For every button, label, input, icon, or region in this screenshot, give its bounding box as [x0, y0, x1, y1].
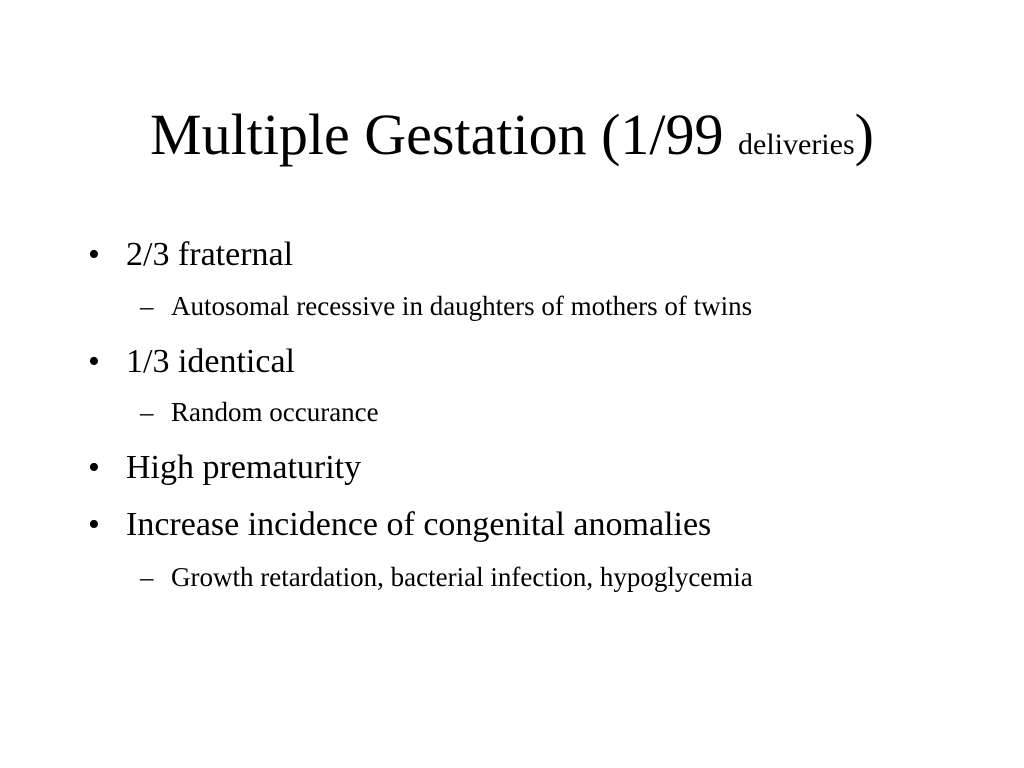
- sub-bullet-item: [140, 290, 752, 322]
- sub-bullet-marker: –: [140, 397, 154, 427]
- title-close: ): [854, 102, 874, 167]
- title-small: deliveries: [738, 128, 855, 161]
- sub-bullet-item: [140, 561, 753, 593]
- bullet-text: 2/3 fraternal: [126, 236, 294, 273]
- sub-bullet-marker: –: [140, 562, 154, 592]
- sub-bullet-item: [140, 396, 379, 428]
- bullet-marker: •: [88, 236, 100, 273]
- bullet-item: [88, 505, 711, 545]
- bullet-marker: •: [88, 506, 100, 543]
- bullet-item: [88, 448, 361, 488]
- title-main: Multiple Gestation (1/99: [150, 102, 739, 167]
- bullet-marker: •: [88, 343, 100, 380]
- sub-bullet-text: Growth retardation, bacterial infection, hypoglycemia: [171, 562, 753, 592]
- sub-bullet-text: Random occurance: [171, 397, 379, 427]
- bullet-item: [88, 235, 293, 275]
- bullet-item: [88, 342, 295, 382]
- bullet-text: High prematurity: [126, 449, 362, 486]
- sub-bullet-text: Autosomal recessive in daughters of mothers of twins: [171, 291, 753, 321]
- bullet-text: 1/3 identical: [126, 343, 296, 380]
- sub-bullet-marker: –: [140, 291, 154, 321]
- bullet-text: Increase incidence of congenital anomalies: [126, 506, 712, 543]
- bullet-marker: •: [88, 449, 100, 486]
